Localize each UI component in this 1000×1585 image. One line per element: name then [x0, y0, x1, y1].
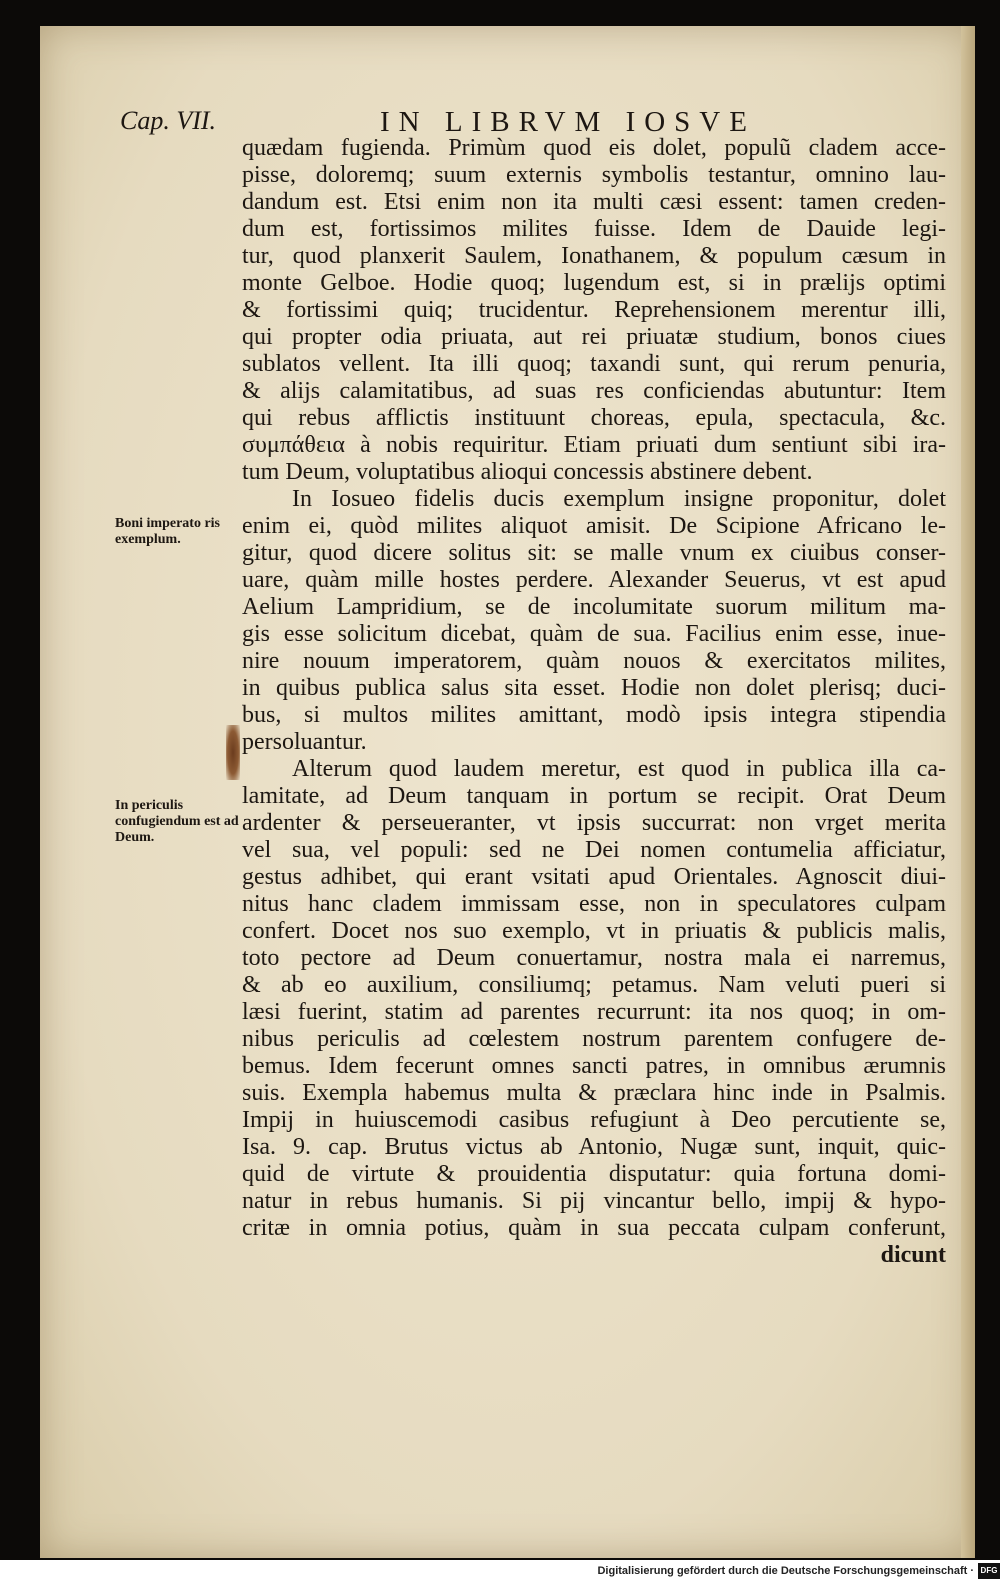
text-line: συμπάθεια à nobis requiritur. Etiam priuati dum sentiunt sibi ira- [242, 432, 946, 458]
text-line: monte Gelboe. Hodie quoq; lugendum est, si in prælijs optimi [242, 270, 946, 296]
text-line: dandum est. Etsi enim non ita multi cæsi essent: tamen creden- [242, 189, 946, 215]
text-line: ardenter & perseueranter, vt ipsis succurrat: non vrget merita [242, 810, 946, 836]
text-line: Isa. 9. cap. Brutus victus ab Antonio, Nugæ sunt, inquit, quic- [242, 1134, 946, 1160]
text-line: lamitate, ad Deum tanquam in portum se recipit. Orat Deum [242, 783, 946, 809]
text-line: Aelium Lampridium, se de incolumitate suorum militum ma- [242, 594, 946, 620]
book-title: IN LIBRVM IOSVE [380, 106, 756, 138]
text-line: enim ei, quòd milites aliquot amisit. De Scipione Africano le- [242, 513, 946, 539]
footer-bar [0, 1560, 1000, 1585]
ink-stain [226, 725, 240, 780]
text-line: persoluantur. [242, 729, 367, 755]
text-line: & ab eo auxilium, consiliumq; petamus. Nam veluti pueri si [242, 972, 946, 998]
digitization-credit: Digitalisierung gefördert durch die Deutsche Forschungsgemeinschaft · [597, 1565, 974, 1577]
text-line: suis. Exempla habemus multa & præclara hinc inde in Psalmis. [242, 1080, 946, 1106]
text-line: Impij in huiuscemodi casibus refugiunt à Deo percutiente se, [242, 1107, 946, 1133]
text-line: tur, quod planxerit Saulem, Ionathanem, & populum cæsum in [242, 243, 946, 269]
text-line: sublatos vellent. Ita illi quoq; taxandi sunt, qui rerum penuria, [242, 351, 946, 377]
text-line: qui propter odia priuata, aut rei priuatæ studium, bonos ciues [242, 324, 946, 350]
dfg-logo-icon: DFG [978, 1563, 1000, 1579]
text-line: bus, si multos milites amittant, modò ipsis integra stipendia [242, 702, 946, 728]
text-line: & fortissimi quiq; trucidentur. Reprehensionem merentur illi, [242, 297, 946, 323]
paragraph-start: Alterum quod laudem meretur, est quod in publica illa ca- [292, 756, 946, 782]
text-line: gestus adhibet, qui erant vsitati apud Orientales. Agnoscit diui- [242, 864, 946, 890]
text-line: gis esse solicitum dicebat, quàm de sua. Facilius enim esse, inue- [242, 621, 946, 647]
body-text [242, 135, 946, 1269]
text-line: læsi fuerint, statim ad parentes recurrunt: ita nos quoq; in om- [242, 999, 946, 1025]
text-line: in quibus publica salus sita esset. Hodie non dolet plerisq; duci- [242, 675, 946, 701]
text-line: quædam fugienda. Primùm quod eis dolet, populũ cladem acce- [242, 135, 946, 161]
text-line: nitus hanc cladem immissam esse, non in speculatores culpam [242, 891, 946, 917]
chapter-label: Cap. VII. [120, 106, 217, 135]
catchword: dicunt [880, 1242, 946, 1268]
text-line: & alijs calamitatibus, ad suas res conficiendas abutuntur: Item [242, 378, 946, 404]
text-line: toto pectore ad Deum conuertamur, nostra mala ei narremus, [242, 945, 946, 971]
text-line: qui rebus afflictis instituunt choreas, epula, spectacula, &c. [242, 405, 946, 431]
text-line: vel sua, vel populi: sed ne Dei nomen contumelia afficiatur, [242, 837, 946, 863]
text-line: nibus periculis ad cœlestem nostrum parentem confugere de- [242, 1026, 946, 1052]
text-line: natur in rebus humanis. Si pij vincantur bello, impij & hypo- [242, 1188, 946, 1214]
text-line: critæ in omnia potius, quàm in sua peccata culpam conferunt, [242, 1215, 946, 1241]
text-line: tum Deum, voluptatibus alioqui concessis abstinere debent. [242, 459, 813, 485]
text-line: nire nouum imperatorem, quàm nouos & exercitatos milites, [242, 648, 946, 674]
text-line: quid de virtute & prouidentia disputatur: quia fortuna domi- [242, 1161, 946, 1187]
page-edge [961, 26, 975, 1558]
text-line: bemus. Idem fecerunt omnes sancti patres, in omnibus ærumnis [242, 1053, 946, 1079]
text-line: dum est, fortissimos milites fuisse. Idem de Dauide legi- [242, 216, 946, 242]
margin-note-leader-example: Boni imperato ris exemplum. [115, 516, 220, 547]
margin-note-refuge-in-god: In periculis confugiendum est ad Deum. [115, 798, 239, 845]
text-line: pisse, doloremq; suum externis symbolis testantur, omnino lau- [242, 162, 946, 188]
text-line: uare, quàm mille hostes perdere. Alexander Seuerus, vt est apud [242, 567, 946, 593]
text-line: gitur, quod dicere solitus sit: se malle vnum ex ciuibus conser- [242, 540, 946, 566]
text-line: confert. Docet nos suo exemplo, vt in priuatis & publicis malis, [242, 918, 946, 944]
paragraph-start: In Iosueo fidelis ducis exemplum insigne proponitur, dolet [292, 486, 946, 512]
